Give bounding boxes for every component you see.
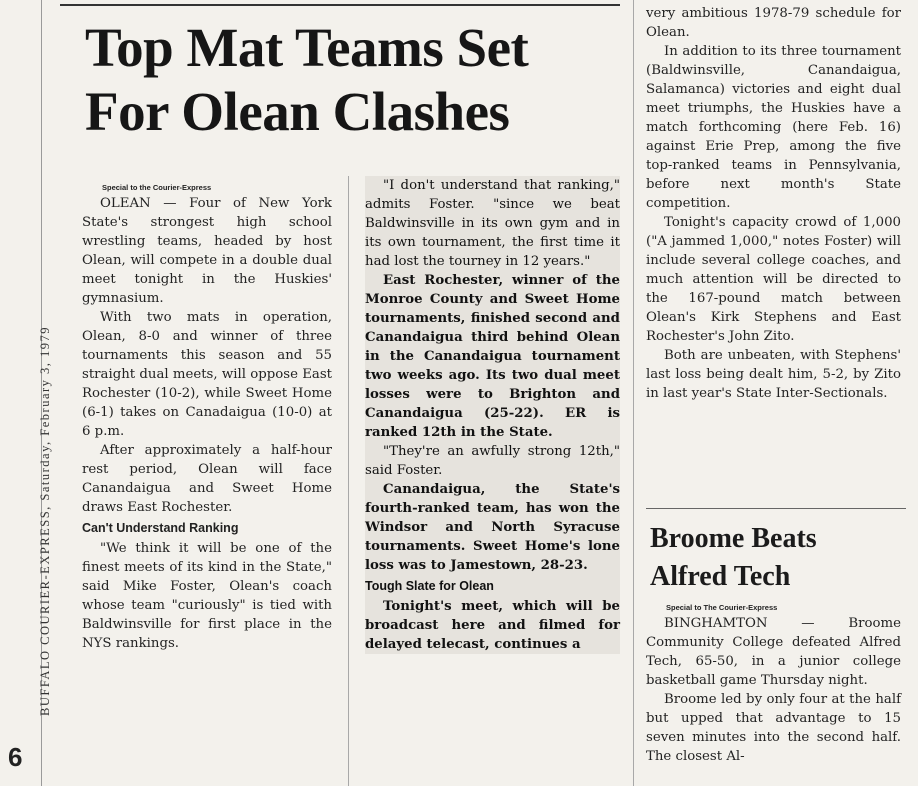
paragraph: Tonight's meet, which will be broadcast here and filmed for delayed telecast, continues a (365, 599, 620, 652)
section-divider (646, 508, 906, 509)
column-rule-2 (633, 0, 634, 786)
paragraph: With two mats in operation, Olean, 8-0 and winner of three tournaments this season and 55 straight dual meets, will oppose East Rochester (10-2), while Sweet Home (6-1) takes on Canadaigua (10-0) at 6 p.m. (82, 310, 332, 439)
paragraph: Canandaigua, the State's fourth-ranked team, has won the Windsor and North Syracuse tournaments. Sweet Home's lone loss was to Jamestown, 28-23. (365, 482, 620, 573)
secondary-headline-line-2: Alfred Tech (650, 561, 791, 592)
folio-line: BUFFALO COURIER-EXPRESS, Saturday, February 3, 1979 (38, 325, 52, 716)
broome-article (646, 602, 901, 766)
paragraph: "They're an awfully strong 12th," said Foster. (365, 444, 620, 478)
paragraph: BINGHAMTON — Broome Community College defeated Alfred Tech, 65-50, in a junior college basketball game Thursday night. (646, 616, 901, 688)
byline-credit: Special to The Courier-Express (666, 603, 778, 612)
paragraph: Broome led by only four at the half but upped that advantage to 15 seven minutes into the second half. The closest Al- (646, 692, 901, 764)
subheading: Can't Understand Ranking (82, 521, 239, 535)
main-headline (85, 16, 635, 144)
top-rule (60, 4, 620, 6)
article-column-2 (365, 176, 620, 654)
paragraph: In addition to its three tournament (Baldwinsville, Canandaigua, Salamanca) victories and eight dual meet triumphs, the Huskies have a match forthcoming (here Feb. 16) against Erie Prep, among the five top-ranked teams in Pennsylvania, before next month's State competition. (646, 44, 901, 211)
paragraph: "We think it will be one of the finest meets of its kind in the State," said Mike Foster, Olean's coach whose team "curiously" is tied with Baldwinsville for first place in the NYS rankings. (82, 541, 332, 651)
article-column-3 (646, 4, 901, 403)
paragraph: East Rochester, winner of the Monroe County and Sweet Home tournaments, finished second and Canandaigua third behind Olean in the Canandaigua tournament two weeks ago. Its two dual meet losses were to Brighton and Canandaigua (25-22). ER is ranked 12th in the State. (365, 273, 620, 440)
headline-line-2: For Olean Clashes (85, 81, 510, 142)
paragraph: Tonight's capacity crowd of 1,000 ("A jammed 1,000," notes Foster) will include several college coaches, and much attention will be directed to the 167-pound match between Olean's Kirk Stephens and East Rochester's John Zito. (646, 215, 901, 344)
headline-line-1: Top Mat Teams Set (85, 17, 529, 78)
article-column-1 (82, 182, 332, 653)
paragraph: very ambitious 1978-79 schedule for Olean. (646, 6, 901, 40)
column-rule-1 (348, 176, 349, 786)
paragraph: "I don't understand that ranking," admits Foster. "since we beat Baldwinsville in its own gym and in its own tournament, the first time it had lost the tourney in 12 years." (365, 178, 620, 269)
folio-margin (0, 0, 52, 786)
page-number: 6 (8, 742, 23, 772)
secondary-headline (650, 520, 900, 596)
subheading: Tough Slate for Olean (365, 579, 494, 593)
byline-credit: Special to the Courier-Express (102, 183, 212, 192)
paragraph: Both are unbeaten, with Stephens' last loss being dealt him, 5-2, by Zito in last year's State Inter-Sectionals. (646, 348, 901, 401)
secondary-headline-line-1: Broome Beats (650, 523, 817, 554)
paragraph: OLEAN — Four of New York State's strongest high school wrestling teams, headed by host Olean, will compete in a double dual meet tonight in the Huskies' gymnasium. (82, 196, 332, 306)
paragraph: After approximately a half-hour rest period, Olean will face Canandaigua and Sweet Home draws East Rochester. (82, 443, 332, 515)
